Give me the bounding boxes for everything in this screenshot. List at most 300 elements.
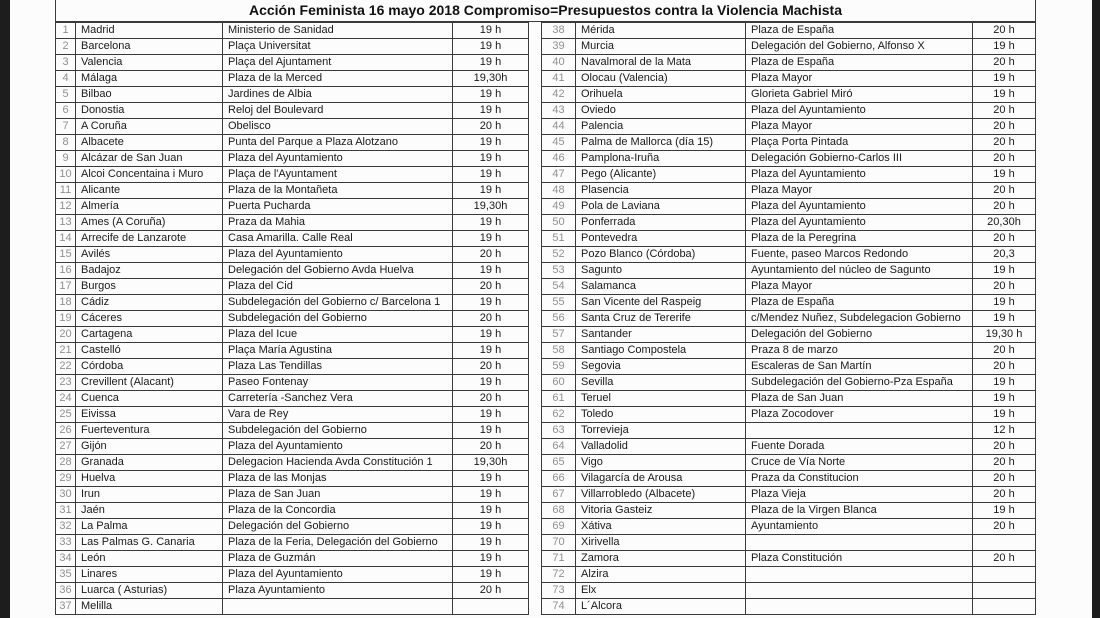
time-cell: 19,30h <box>453 455 529 471</box>
place-cell: Reloj del Boulevard <box>223 103 453 119</box>
time-cell: 19 h <box>453 183 529 199</box>
row-number-cell: 17 <box>56 279 76 295</box>
place-cell: Plaza de la Feria, Delegación del Gobierno <box>223 535 453 551</box>
table-row <box>542 247 1036 263</box>
time-cell: 19 h <box>453 327 529 343</box>
city-cell: Toledo <box>576 407 746 423</box>
place-cell: Puerta Pucharda <box>223 199 453 215</box>
time-cell: 19 h <box>973 39 1036 55</box>
city-cell: Irun <box>76 487 223 503</box>
city-cell: Las Palmas G. Canaria <box>76 535 223 551</box>
table-row <box>56 487 529 503</box>
city-cell: Pontevedra <box>576 231 746 247</box>
place-cell: Plaza del Ayuntamiento <box>223 151 453 167</box>
row-number-cell: 64 <box>542 439 576 455</box>
city-cell: Córdoba <box>76 359 223 375</box>
row-number-cell: 71 <box>542 551 576 567</box>
table-row <box>542 423 1036 439</box>
row-number-cell: 38 <box>542 23 576 39</box>
time-cell: 20 h <box>973 199 1036 215</box>
table-row <box>542 167 1036 183</box>
city-cell: Pamplona-Iruña <box>576 151 746 167</box>
city-cell: Zamora <box>576 551 746 567</box>
place-cell: Obelisco <box>223 119 453 135</box>
city-cell: Elx <box>576 583 746 599</box>
table-row <box>56 471 529 487</box>
place-cell: Plaza de la Peregrina <box>746 231 973 247</box>
row-number-cell: 49 <box>542 199 576 215</box>
time-cell: 19 h <box>453 471 529 487</box>
city-cell: Pozo Blanco (Córdoba) <box>576 247 746 263</box>
place-cell: Plaça María Agustina <box>223 343 453 359</box>
table-row <box>56 71 529 87</box>
table-row <box>56 215 529 231</box>
row-number-cell: 21 <box>56 343 76 359</box>
place-cell: Subdelegación del Gobierno-Pza España <box>746 375 973 391</box>
city-cell: Orihuela <box>576 87 746 103</box>
place-cell: Punta del Parque a Plaza Alotzano <box>223 135 453 151</box>
time-cell: 19 h <box>453 87 529 103</box>
time-cell: 19 h <box>973 263 1036 279</box>
place-cell: Fuente Dorada <box>746 439 973 455</box>
place-cell: Plaça del Ajuntament <box>223 55 453 71</box>
row-number-cell: 28 <box>56 455 76 471</box>
city-cell: Valencia <box>76 55 223 71</box>
time-cell: 19 h <box>453 151 529 167</box>
time-cell: 20 h <box>973 455 1036 471</box>
time-cell: 19 h <box>973 167 1036 183</box>
row-number-cell: 69 <box>542 519 576 535</box>
table-row <box>56 231 529 247</box>
place-cell <box>746 599 973 615</box>
time-cell <box>973 567 1036 583</box>
table-row <box>542 583 1036 599</box>
city-cell: Melilla <box>76 599 223 615</box>
time-cell: 20 h <box>973 279 1036 295</box>
place-cell: Paseo Fontenay <box>223 375 453 391</box>
city-cell: Badajoz <box>76 263 223 279</box>
city-cell: Castelló <box>76 343 223 359</box>
table-row <box>542 599 1036 615</box>
table-row <box>56 407 529 423</box>
city-cell: Huelva <box>76 471 223 487</box>
table-row <box>542 119 1036 135</box>
row-number-cell: 52 <box>542 247 576 263</box>
table-row <box>56 263 529 279</box>
document-title: Acción Feminista 16 mayo 2018 Compromiso=Presupuestos contra la Violencia Machista <box>55 0 1036 22</box>
table-row <box>56 599 529 615</box>
place-cell: Plaza del Ayuntamiento <box>746 215 973 231</box>
city-cell: Donostia <box>76 103 223 119</box>
city-cell: Alzira <box>576 567 746 583</box>
row-number-cell: 5 <box>56 87 76 103</box>
city-cell: Cádiz <box>76 295 223 311</box>
place-cell: Plaça de l'Ayuntament <box>223 167 453 183</box>
place-cell: Praza da Constitucion <box>746 471 973 487</box>
table-row <box>56 295 529 311</box>
table-row <box>56 151 529 167</box>
city-cell: Ponferrada <box>576 215 746 231</box>
table-row <box>542 263 1036 279</box>
time-cell: 20,3 <box>973 247 1036 263</box>
time-cell: 19 h <box>973 375 1036 391</box>
time-cell: 19 h <box>453 263 529 279</box>
table-row <box>542 71 1036 87</box>
row-number-cell: 43 <box>542 103 576 119</box>
table-row <box>542 39 1036 55</box>
row-number-cell: 48 <box>542 183 576 199</box>
city-cell: Valladolid <box>576 439 746 455</box>
time-cell: 20 h <box>973 135 1036 151</box>
table-row <box>542 135 1036 151</box>
time-cell: 20 h <box>973 551 1036 567</box>
row-number-cell: 47 <box>542 167 576 183</box>
table-row <box>542 311 1036 327</box>
time-cell: 20 h <box>453 439 529 455</box>
city-cell: Cáceres <box>76 311 223 327</box>
place-cell: Plaza del Ayuntamiento <box>223 439 453 455</box>
table-row <box>542 295 1036 311</box>
row-number-cell: 40 <box>542 55 576 71</box>
time-cell: 20 h <box>453 359 529 375</box>
row-number-cell: 2 <box>56 39 76 55</box>
table-row <box>56 199 529 215</box>
time-cell: 20 h <box>973 471 1036 487</box>
time-cell: 20 h <box>453 119 529 135</box>
time-cell <box>973 599 1036 615</box>
time-cell: 19 h <box>453 231 529 247</box>
row-number-cell: 22 <box>56 359 76 375</box>
place-cell: Praza da Mahia <box>223 215 453 231</box>
table-row <box>542 55 1036 71</box>
row-number-cell: 63 <box>542 423 576 439</box>
place-cell: Ministerio de Sanidad <box>223 23 453 39</box>
table-row <box>542 487 1036 503</box>
city-cell: Avilés <box>76 247 223 263</box>
place-cell: Plaza de San Juan <box>223 487 453 503</box>
table-row <box>56 439 529 455</box>
city-cell: Vigo <box>576 455 746 471</box>
city-cell: Sagunto <box>576 263 746 279</box>
place-cell <box>746 535 973 551</box>
place-cell <box>746 583 973 599</box>
place-cell: Carretería -Sanchez Vera <box>223 391 453 407</box>
row-number-cell: 23 <box>56 375 76 391</box>
place-cell <box>746 567 973 583</box>
time-cell: 19 h <box>453 487 529 503</box>
table-row <box>56 359 529 375</box>
row-number-cell: 72 <box>542 567 576 583</box>
city-cell: Santiago Compostela <box>576 343 746 359</box>
row-number-cell: 60 <box>542 375 576 391</box>
row-number-cell: 41 <box>542 71 576 87</box>
city-cell: Almería <box>76 199 223 215</box>
place-cell: Subdelegación del Gobierno c/ Barcelona 1 <box>223 295 453 311</box>
time-cell: 19,30h <box>453 71 529 87</box>
city-cell: Cuenca <box>76 391 223 407</box>
row-number-cell: 54 <box>542 279 576 295</box>
city-cell: Arrecife de Lanzarote <box>76 231 223 247</box>
city-cell: Vitoria Gasteiz <box>576 503 746 519</box>
table-row <box>542 279 1036 295</box>
place-cell: Plaza Zocodover <box>746 407 973 423</box>
city-cell: Luarca ( Asturias) <box>76 583 223 599</box>
city-cell: San Vicente del Raspeig <box>576 295 746 311</box>
row-number-cell: 3 <box>56 55 76 71</box>
place-cell: Plaza de España <box>746 55 973 71</box>
table-row <box>542 471 1036 487</box>
table-row <box>542 231 1036 247</box>
time-cell: 20 h <box>453 247 529 263</box>
row-number-cell: 42 <box>542 87 576 103</box>
time-cell: 19 h <box>453 519 529 535</box>
row-number-cell: 16 <box>56 263 76 279</box>
time-cell: 19 h <box>453 343 529 359</box>
time-cell: 19 h <box>973 503 1036 519</box>
row-number-cell: 26 <box>56 423 76 439</box>
place-cell: Plaza de la Concordia <box>223 503 453 519</box>
time-cell: 20 h <box>973 55 1036 71</box>
row-number-cell: 37 <box>56 599 76 615</box>
city-cell: Burgos <box>76 279 223 295</box>
time-cell: 19 h <box>453 375 529 391</box>
city-cell: Palma de Mallorca (día 15) <box>576 135 746 151</box>
place-cell: Plaza de San Juan <box>746 391 973 407</box>
row-number-cell: 58 <box>542 343 576 359</box>
events-table-right <box>541 22 1036 615</box>
city-cell: Fuerteventura <box>76 423 223 439</box>
time-cell: 20 h <box>973 183 1036 199</box>
city-cell: Plasencia <box>576 183 746 199</box>
table-row <box>542 343 1036 359</box>
table-row <box>56 167 529 183</box>
time-cell <box>973 583 1036 599</box>
row-number-cell: 11 <box>56 183 76 199</box>
place-cell: Casa Amarilla. Calle Real <box>223 231 453 247</box>
time-cell: 20 h <box>973 343 1036 359</box>
place-cell: Plaza de la Virgen Blanca <box>746 503 973 519</box>
row-number-cell: 30 <box>56 487 76 503</box>
table-row <box>56 87 529 103</box>
place-cell: Delegación del Gobierno Avda Huelva <box>223 263 453 279</box>
city-cell: Alcázar de San Juan <box>76 151 223 167</box>
table-row <box>542 455 1036 471</box>
city-cell: Crevillent (Alacant) <box>76 375 223 391</box>
row-number-cell: 66 <box>542 471 576 487</box>
time-cell: 20 h <box>973 231 1036 247</box>
place-cell: Fuente, paseo Marcos Redondo <box>746 247 973 263</box>
events-sheet <box>55 0 1036 614</box>
time-cell: 19 h <box>453 423 529 439</box>
time-cell: 20 h <box>973 119 1036 135</box>
table-row <box>56 391 529 407</box>
table-row <box>542 407 1036 423</box>
row-number-cell: 50 <box>542 215 576 231</box>
time-cell: 19 h <box>453 103 529 119</box>
row-number-cell: 70 <box>542 535 576 551</box>
table-row <box>56 455 529 471</box>
city-cell: Málaga <box>76 71 223 87</box>
city-cell: La Palma <box>76 519 223 535</box>
city-cell: Villarrobledo (Albacete) <box>576 487 746 503</box>
row-number-cell: 7 <box>56 119 76 135</box>
city-cell: Ames (A Coruña) <box>76 215 223 231</box>
city-cell: L´Alcora <box>576 599 746 615</box>
table-row <box>542 215 1036 231</box>
place-cell: Plaza de las Monjas <box>223 471 453 487</box>
place-cell: Plaza del Ayuntamiento <box>746 167 973 183</box>
city-cell: Segovia <box>576 359 746 375</box>
time-cell: 20,30h <box>973 215 1036 231</box>
row-number-cell: 67 <box>542 487 576 503</box>
row-number-cell: 57 <box>542 327 576 343</box>
row-number-cell: 13 <box>56 215 76 231</box>
row-number-cell: 74 <box>542 599 576 615</box>
table-row <box>56 183 529 199</box>
city-cell: Jaén <box>76 503 223 519</box>
place-cell: Subdelegación del Gobierno <box>223 423 453 439</box>
row-number-cell: 8 <box>56 135 76 151</box>
city-cell: Mérida <box>576 23 746 39</box>
time-cell: 20 h <box>453 279 529 295</box>
row-number-cell: 61 <box>542 391 576 407</box>
row-number-cell: 44 <box>542 119 576 135</box>
place-cell: Plaza Mayor <box>746 71 973 87</box>
row-number-cell: 53 <box>542 263 576 279</box>
time-cell: 12 h <box>973 423 1036 439</box>
place-cell: Jardines de Albia <box>223 87 453 103</box>
row-number-cell: 33 <box>56 535 76 551</box>
time-cell: 20 h <box>973 103 1036 119</box>
row-number-cell: 45 <box>542 135 576 151</box>
table-row <box>542 439 1036 455</box>
time-cell: 20 h <box>973 151 1036 167</box>
row-number-cell: 62 <box>542 407 576 423</box>
row-number-cell: 55 <box>542 295 576 311</box>
place-cell: Plaza del Icue <box>223 327 453 343</box>
time-cell: 19 h <box>453 295 529 311</box>
place-cell: c/Mendez Nuñez, Subdelegacion Gobierno <box>746 311 973 327</box>
place-cell: Plaza del Ayuntamiento <box>746 199 973 215</box>
time-cell: 19 h <box>453 215 529 231</box>
time-cell: 19 h <box>453 39 529 55</box>
row-number-cell: 6 <box>56 103 76 119</box>
place-cell: Delegación del Gobierno <box>223 519 453 535</box>
place-cell: Subdelegación del Gobierno <box>223 311 453 327</box>
time-cell: 20 h <box>973 487 1036 503</box>
table-row <box>542 199 1036 215</box>
place-cell: Plaza de España <box>746 23 973 39</box>
row-number-cell: 31 <box>56 503 76 519</box>
city-cell: Navalmoral de la Mata <box>576 55 746 71</box>
time-cell <box>453 599 529 615</box>
place-cell: Plaça Porta Pintada <box>746 135 973 151</box>
city-cell: Xátiva <box>576 519 746 535</box>
row-number-cell: 19 <box>56 311 76 327</box>
row-number-cell: 36 <box>56 583 76 599</box>
table-row <box>542 23 1036 39</box>
row-number-cell: 20 <box>56 327 76 343</box>
place-cell: Plaza Mayor <box>746 183 973 199</box>
city-cell: Sevilla <box>576 375 746 391</box>
table-row <box>56 103 529 119</box>
time-cell: 19 h <box>453 55 529 71</box>
table-row <box>542 519 1036 535</box>
place-cell: Vara de Rey <box>223 407 453 423</box>
place-cell: Glorieta Gabriel Miró <box>746 87 973 103</box>
time-cell: 19,30h <box>453 199 529 215</box>
city-cell: Torrevieja <box>576 423 746 439</box>
place-cell: Plaza Vieja <box>746 487 973 503</box>
time-cell: 20 h <box>453 583 529 599</box>
table-row <box>56 375 529 391</box>
time-cell: 19 h <box>973 71 1036 87</box>
time-cell: 20 h <box>973 519 1036 535</box>
time-cell <box>973 535 1036 551</box>
time-cell: 19 h <box>453 503 529 519</box>
table-row <box>542 391 1036 407</box>
table-row <box>56 423 529 439</box>
table-row <box>56 503 529 519</box>
city-cell: Pola de Laviana <box>576 199 746 215</box>
table-row <box>56 279 529 295</box>
table-row <box>56 39 529 55</box>
place-cell: Plaza del Cid <box>223 279 453 295</box>
time-cell: 19 h <box>973 295 1036 311</box>
place-cell <box>223 599 453 615</box>
row-number-cell: 29 <box>56 471 76 487</box>
place-cell: Plaza de la Montañeta <box>223 183 453 199</box>
row-number-cell: 34 <box>56 551 76 567</box>
row-number-cell: 10 <box>56 167 76 183</box>
row-number-cell: 39 <box>542 39 576 55</box>
table-row <box>542 183 1036 199</box>
time-cell: 19 h <box>973 311 1036 327</box>
row-number-cell: 12 <box>56 199 76 215</box>
time-cell: 19 h <box>453 407 529 423</box>
table-row <box>56 23 529 39</box>
row-number-cell: 73 <box>542 583 576 599</box>
row-number-cell: 18 <box>56 295 76 311</box>
place-cell: Plaza de la Merced <box>223 71 453 87</box>
time-cell: 20 h <box>453 391 529 407</box>
place-cell: Plaza Mayor <box>746 279 973 295</box>
place-cell: Plaza del Ayuntamiento <box>223 247 453 263</box>
place-cell: Plaza Constitución <box>746 551 973 567</box>
table-row <box>56 343 529 359</box>
city-cell: Bilbao <box>76 87 223 103</box>
time-cell: 20 h <box>973 23 1036 39</box>
row-number-cell: 35 <box>56 567 76 583</box>
place-cell: Delegacion Hacienda Avda Constitución 1 <box>223 455 453 471</box>
row-number-cell: 24 <box>56 391 76 407</box>
table-row <box>542 375 1036 391</box>
city-cell: Murcia <box>576 39 746 55</box>
city-cell: Xirivella <box>576 535 746 551</box>
place-cell: Delegación del Gobierno, Alfonso X <box>746 39 973 55</box>
table-row <box>542 327 1036 343</box>
place-cell: Plaza del Ayuntamiento <box>223 567 453 583</box>
row-number-cell: 9 <box>56 151 76 167</box>
city-cell: Alcoi Concentaina i Muro <box>76 167 223 183</box>
table-row <box>56 311 529 327</box>
city-cell: Linares <box>76 567 223 583</box>
city-cell: Olocau (Valencia) <box>576 71 746 87</box>
table-row <box>56 535 529 551</box>
place-cell: Plaza del Ayuntamiento <box>746 103 973 119</box>
table-row <box>542 535 1036 551</box>
row-number-cell: 27 <box>56 439 76 455</box>
